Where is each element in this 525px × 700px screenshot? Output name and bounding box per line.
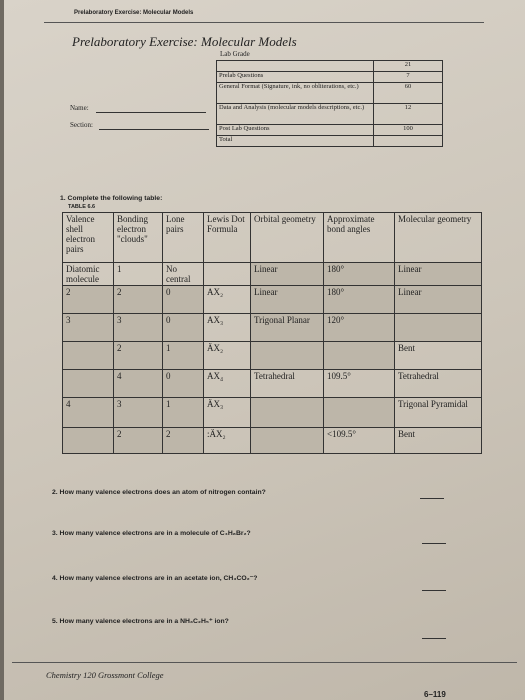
table-cell: 0 bbox=[163, 314, 204, 342]
table-cell: Diatomic molecule bbox=[63, 263, 114, 286]
question-1: 1. Complete the following table: bbox=[60, 195, 163, 202]
col-header: Lone pairs bbox=[163, 213, 204, 263]
table-cell: Linear bbox=[251, 286, 324, 314]
table-cell: 3 bbox=[114, 398, 163, 428]
name-field[interactable] bbox=[96, 112, 206, 113]
table-cell bbox=[251, 428, 324, 454]
question-5: 5. How many valence electrons are in a NH₃C₂H₅⁺ ion? bbox=[52, 618, 229, 625]
table-cell: 0 bbox=[163, 370, 204, 398]
table-cell: 180° bbox=[324, 263, 395, 286]
table-cell: :ÄX₂ bbox=[204, 428, 251, 454]
table-cell: 180° bbox=[324, 286, 395, 314]
table-cell: <109.5° bbox=[324, 428, 395, 454]
grade-row-label bbox=[217, 61, 374, 72]
table-cell: 4 bbox=[63, 398, 114, 428]
table-cell bbox=[63, 428, 114, 454]
course-footer: Chemistry 120 Grossmont College bbox=[46, 670, 164, 680]
table-cell: 2 bbox=[114, 428, 163, 454]
page-title: Prelaboratory Exercise: Molecular Models bbox=[72, 34, 297, 49]
grade-row-value: 12 bbox=[374, 104, 443, 125]
name-label: Name: bbox=[70, 104, 89, 112]
grade-row-value: 60 bbox=[374, 83, 443, 104]
grade-row-value: 7 bbox=[374, 72, 443, 83]
table-cell: Linear bbox=[251, 263, 324, 286]
table-cell: 109.5° bbox=[324, 370, 395, 398]
grade-row-label: Total bbox=[217, 136, 374, 147]
table-cell: 2 bbox=[114, 342, 163, 370]
table-cell: 120° bbox=[324, 314, 395, 342]
table-cell: Linear bbox=[395, 263, 482, 286]
grade-row-value: 100 bbox=[374, 125, 443, 136]
col-header: Valence shell electron pairs bbox=[63, 213, 114, 263]
col-header: Molecular geometry bbox=[395, 213, 482, 263]
table-cell: AX₂ bbox=[204, 286, 251, 314]
table-cell: 1 bbox=[163, 342, 204, 370]
table-cell bbox=[251, 342, 324, 370]
grade-row-label: General Format (Signature, ink, no obliterations, etc.) bbox=[217, 83, 374, 104]
table-cell bbox=[63, 370, 114, 398]
table-cell: AX₄ bbox=[204, 370, 251, 398]
table-cell: 3 bbox=[114, 314, 163, 342]
table-cell: Bent bbox=[395, 342, 482, 370]
header-rule bbox=[44, 22, 484, 23]
table-cell bbox=[63, 342, 114, 370]
grade-row-value: 21 bbox=[374, 61, 443, 72]
table-cell: Tetrahedral bbox=[395, 370, 482, 398]
table-label: TABLE 6.6 bbox=[68, 204, 96, 210]
running-header: Prelaboratory Exercise: Molecular Models bbox=[74, 10, 194, 16]
grade-row-value bbox=[374, 136, 443, 147]
table-cell: 2 bbox=[114, 286, 163, 314]
grade-row-label: Prelab Questions bbox=[217, 72, 374, 83]
vsepr-table bbox=[62, 212, 482, 454]
table-cell: 1 bbox=[163, 398, 204, 428]
table-cell bbox=[324, 398, 395, 428]
table-cell: AX₃ bbox=[204, 314, 251, 342]
col-header: Approximate bond angles bbox=[324, 213, 395, 263]
question-4: 4. How many valence electrons are in an acetate ion, CH₃CO₂⁻? bbox=[52, 575, 258, 582]
question-2: 2. How many valence electrons does an atom of nitrogen contain? bbox=[52, 489, 266, 496]
grade-heading: Lab Grade bbox=[220, 50, 250, 58]
table-cell: Linear bbox=[395, 286, 482, 314]
table-cell: 1 bbox=[114, 263, 163, 286]
table-cell bbox=[324, 342, 395, 370]
answer-blank[interactable] bbox=[422, 638, 446, 639]
answer-blank[interactable] bbox=[422, 543, 446, 544]
col-header: Lewis Dot Formula bbox=[204, 213, 251, 263]
table-cell: 2 bbox=[163, 428, 204, 454]
worksheet-page bbox=[4, 0, 525, 700]
grade-table bbox=[216, 50, 443, 147]
grade-row-label: Data and Analysis (molecular models descriptions, etc.) bbox=[217, 104, 374, 125]
section-label: Section: bbox=[70, 121, 93, 129]
table-cell: Bent bbox=[395, 428, 482, 454]
answer-blank[interactable] bbox=[422, 590, 446, 591]
question-3: 3. How many valence electrons are in a molecule of C₄H₈Br₂? bbox=[52, 530, 251, 537]
col-header: Bonding electron "clouds" bbox=[114, 213, 163, 263]
page-number: 6–119 bbox=[424, 690, 446, 699]
table-cell: 4 bbox=[114, 370, 163, 398]
table-cell bbox=[395, 314, 482, 342]
table-cell bbox=[204, 263, 251, 286]
section-field[interactable] bbox=[99, 129, 209, 130]
table-cell: 3 bbox=[63, 314, 114, 342]
table-cell: Trigonal Planar bbox=[251, 314, 324, 342]
table-cell: 2 bbox=[63, 286, 114, 314]
answer-blank[interactable] bbox=[420, 498, 444, 499]
grade-row-label: Post Lab Questions bbox=[217, 125, 374, 136]
footer-rule bbox=[12, 662, 517, 663]
table-cell: 0 bbox=[163, 286, 204, 314]
table-cell: Trigonal Pyramidal bbox=[395, 398, 482, 428]
table-cell bbox=[251, 398, 324, 428]
table-cell: ÄX₂ bbox=[204, 342, 251, 370]
table-cell: No central bbox=[163, 263, 204, 286]
table-cell: Tetrahedral bbox=[251, 370, 324, 398]
col-header: Orbital geometry bbox=[251, 213, 324, 263]
table-cell: ÄX₃ bbox=[204, 398, 251, 428]
